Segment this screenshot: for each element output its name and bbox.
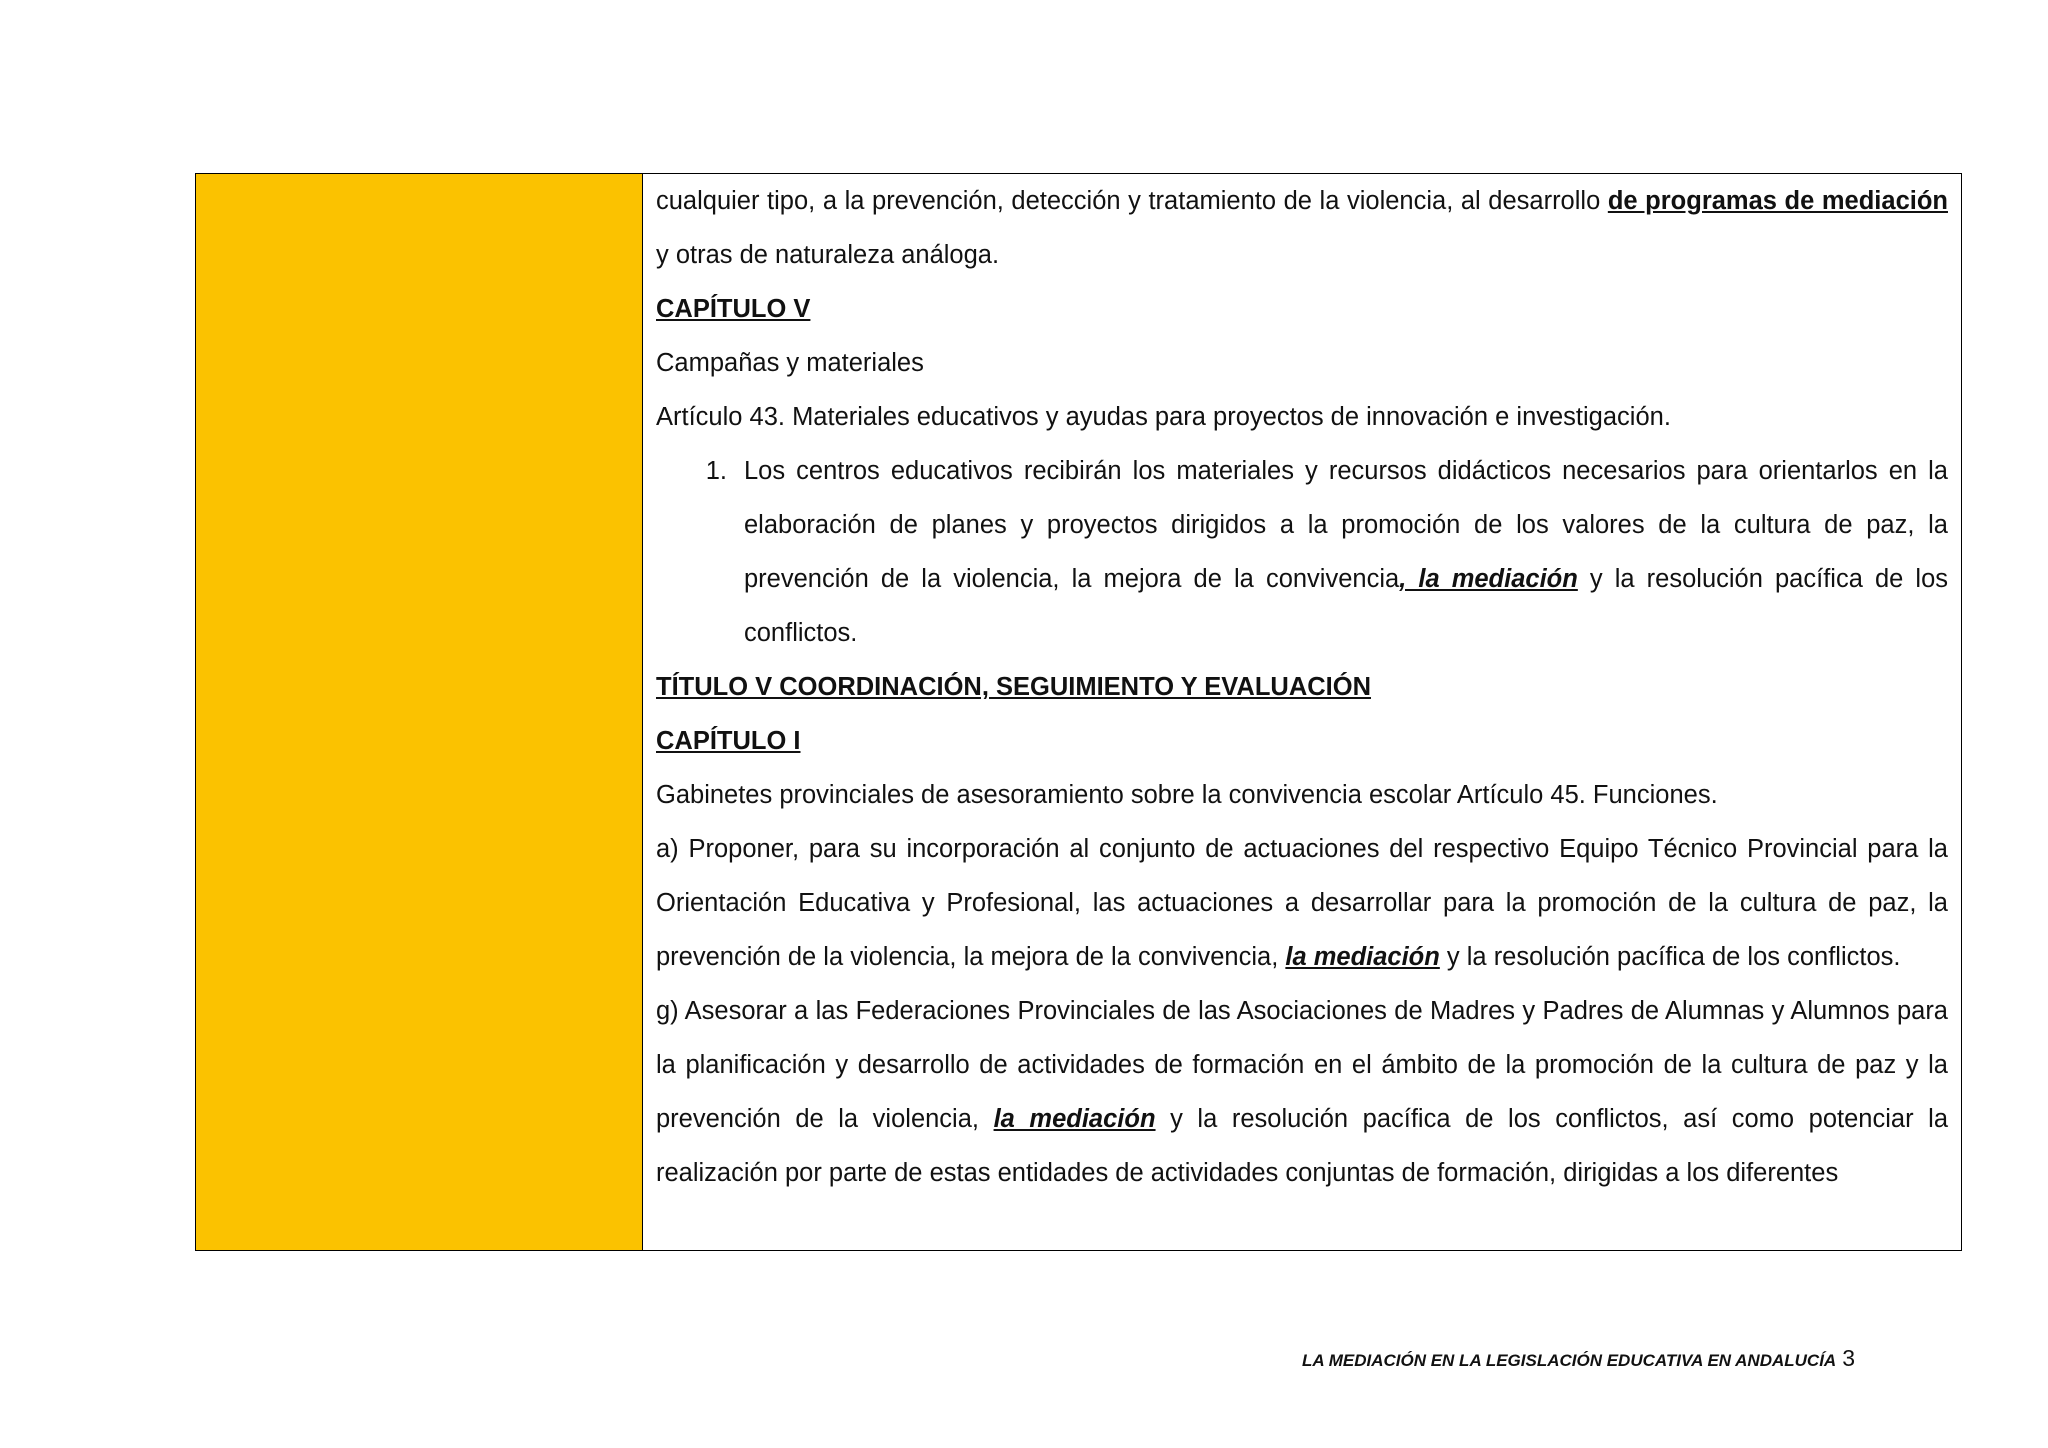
page-number: 3 xyxy=(1842,1345,1855,1371)
emphasis-programas-mediacion: de programas de mediación xyxy=(1607,187,1948,215)
document-table xyxy=(195,173,1962,1251)
article-43-title: Artículo 43. Materiales educativos y ayudas para proyectos de innovación e investigación. xyxy=(656,403,1671,431)
emphasis-la-mediacion: la mediación xyxy=(993,1105,1156,1133)
emphasis-la-mediacion: la mediación xyxy=(1285,943,1440,971)
heading-capitulo-i: CAPÍTULO I xyxy=(656,727,801,755)
list-item-text: Los centros educativos recibirán los materiales y recursos didácticos necesarios para orientarlos en la elaboración de planes y proyectos dirigidos a la promoción de los valores de la cultura de paz, la prevención de la violencia, la mejora de la convivencia, la mediación y la resolución pacífica de los conflictos. xyxy=(744,457,1949,647)
subheading-campanas: Campañas y materiales xyxy=(656,349,924,377)
numbered-list-item xyxy=(656,444,1948,660)
paragraph-mediacion-programs: cualquier tipo, a la prevención, detección y tratamiento de la violencia, al desarrollo de programas de mediación y otras de naturaleza análoga. xyxy=(656,187,1948,269)
list-number: 1. xyxy=(705,457,727,485)
footer-title: LA MEDIACIÓN EN LA LEGISLACIÓN EDUCATIVA EN ANDALUCÍA xyxy=(1301,1351,1837,1370)
paragraph-function-g: g) Asesorar a las Federaciones Provinciales de las Asociaciones de Madres y Padres de Alumnas y Alumnos para la planificación y desarrollo de actividades de formación en el ámbito de la promoción de la cultura de paz y la prevención de la violencia, la mediación y la resolución pacífica de los conflictos, así como potenciar la realización por parte de estas entidades de actividades conjuntas de formación, dirigidas a los diferentes xyxy=(656,997,1948,1187)
paragraph-function-a: a) Proponer, para su incorporación al conjunto de actuaciones del respectivo Equipo Técnico Provincial para la Orientación Educativa y Profesional, las actuaciones a desarrollar para la promoción de la cultura de paz, la prevención de la violencia, la mejora de la convivencia, la mediación y la resolución pacífica de los conflictos. xyxy=(656,835,1948,971)
gabinetes-article-45: Gabinetes provinciales de asesoramiento sobre la convivencia escolar Artículo 45. Funciones. xyxy=(656,781,1718,809)
heading-capitulo-v: CAPÍTULO V xyxy=(656,295,811,323)
text-content-cell xyxy=(196,174,1961,1250)
page-footer xyxy=(1200,1344,1855,1375)
heading-titulo-v: TÍTULO V COORDINACIÓN, SEGUIMIENTO Y EVALUACIÓN xyxy=(656,673,1371,701)
emphasis-la-mediacion: , la mediación xyxy=(1399,565,1578,593)
